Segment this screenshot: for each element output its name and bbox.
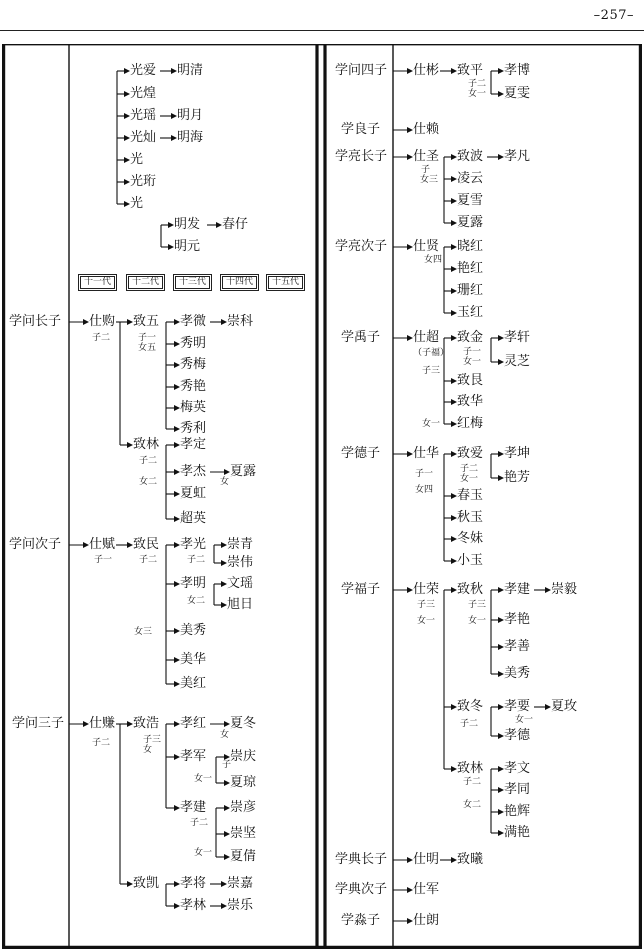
person-name: 明发 xyxy=(174,217,201,232)
child-count-note: （子福） xyxy=(413,348,450,358)
person-name: 光 xyxy=(130,196,144,211)
person-name: 秀梅 xyxy=(180,357,207,372)
child-count-note: 子三 xyxy=(468,600,487,610)
person-name: 光灿 xyxy=(130,130,157,145)
child-count-note: 子二 xyxy=(139,555,158,565)
child-count-note: 子三 xyxy=(422,366,441,376)
person-name: 崇坚 xyxy=(230,826,257,841)
person-name: 玉红 xyxy=(457,305,484,320)
person-name: 艳辉 xyxy=(504,804,531,819)
generation-label: 十五代 xyxy=(266,274,305,291)
person-name: 凌云 xyxy=(457,171,484,186)
person-name: 小玉 xyxy=(457,553,484,568)
person-name: 超英 xyxy=(180,511,207,526)
person-name: 夏雪 xyxy=(457,193,484,208)
person-name: 明元 xyxy=(174,239,201,254)
person-name: 学福子 xyxy=(341,582,381,597)
person-name: 夏琼 xyxy=(230,775,257,790)
person-name: 冬妹 xyxy=(457,531,484,546)
person-name: 崇庆 xyxy=(230,749,257,764)
person-name: 孝德 xyxy=(504,728,531,743)
person-name: 致凯 xyxy=(133,876,160,891)
child-count-note: 女二 xyxy=(139,477,158,487)
genealogy-lines xyxy=(2,44,642,949)
person-name: 孝要 xyxy=(504,699,531,714)
header-rule xyxy=(0,30,644,31)
person-name: 致艮 xyxy=(457,373,484,388)
person-name: 仕荣 xyxy=(413,582,440,597)
person-name: 孝明 xyxy=(180,576,207,591)
person-name: 致爱 xyxy=(457,446,484,461)
person-name: 夏露 xyxy=(230,464,257,479)
child-count-note: 女一 xyxy=(515,715,534,725)
person-name: 仕明 xyxy=(413,852,440,867)
person-name: 光瑶 xyxy=(130,108,157,123)
child-count-note: 子一 xyxy=(94,555,113,565)
person-name: 仕圣 xyxy=(413,149,440,164)
child-count-note: 女 xyxy=(143,745,153,755)
child-count-note: 女 xyxy=(220,730,230,740)
child-count-note: 女二 xyxy=(187,596,206,606)
child-count-note: 子 xyxy=(222,760,232,770)
child-count-note: 子二 xyxy=(460,464,479,474)
person-name: 光煌 xyxy=(130,86,157,101)
person-name: 艳红 xyxy=(457,261,484,276)
person-name: 梅英 xyxy=(180,400,207,415)
child-count-note: 女二 xyxy=(463,800,482,810)
child-count-note: 女一 xyxy=(194,848,213,858)
person-name: 致金 xyxy=(457,330,484,345)
person-name: 仕贤 xyxy=(413,239,440,254)
page-number: –257– xyxy=(593,8,634,23)
person-name: 致浩 xyxy=(133,716,160,731)
person-name: 孝建 xyxy=(180,800,207,815)
person-name: 孝博 xyxy=(504,63,531,78)
person-name: 仕彬 xyxy=(413,63,440,78)
person-name: 学问次子 xyxy=(9,537,62,552)
person-name: 秀艳 xyxy=(180,379,207,394)
person-name: 学典次子 xyxy=(335,882,388,897)
person-name: 孝文 xyxy=(504,761,531,776)
child-count-note: 女一 xyxy=(194,774,213,784)
person-name: 孝将 xyxy=(180,876,207,891)
person-name: 崇彦 xyxy=(230,800,257,815)
person-name: 夏冬 xyxy=(230,716,257,731)
person-name: 仕赋 xyxy=(89,537,116,552)
person-name: 明清 xyxy=(177,63,204,78)
child-count-note: 女一 xyxy=(422,419,441,429)
child-count-note: 女一 xyxy=(463,357,482,367)
person-name: 学问四子 xyxy=(335,63,388,78)
person-name: 崇科 xyxy=(227,314,254,329)
person-name: 学问长子 xyxy=(9,314,62,329)
child-count-note: 子 xyxy=(421,165,431,175)
person-name: 致五 xyxy=(133,314,160,329)
person-name: 美华 xyxy=(180,652,207,667)
person-name: 光珩 xyxy=(130,174,157,189)
person-name: 孝军 xyxy=(180,749,207,764)
person-name: 满艳 xyxy=(504,825,531,840)
person-name: 致华 xyxy=(457,394,484,409)
child-count-note: 子二 xyxy=(460,719,479,729)
person-name: 致平 xyxy=(457,63,484,78)
person-name: 致曦 xyxy=(457,852,484,867)
person-name: 致林 xyxy=(133,437,160,452)
person-name: 孝微 xyxy=(180,314,207,329)
person-name: 致冬 xyxy=(457,699,484,714)
person-name: 学禹子 xyxy=(341,330,381,345)
person-name: 孝定 xyxy=(180,437,207,452)
person-name: 艳芳 xyxy=(504,470,531,485)
person-name: 夏雯 xyxy=(504,86,531,101)
child-count-note: 女 xyxy=(220,477,230,487)
person-name: 学淼子 xyxy=(341,913,381,928)
child-count-note: 子二 xyxy=(139,456,158,466)
person-name: 旭日 xyxy=(227,597,254,612)
person-name: 学问三子 xyxy=(12,716,65,731)
child-count-note: 女一 xyxy=(468,616,487,626)
person-name: 灵芝 xyxy=(504,354,531,369)
person-name: 光爱 xyxy=(130,63,157,78)
child-count-note: 子三 xyxy=(143,735,162,745)
person-name: 美秀 xyxy=(180,623,207,638)
person-name: 仕赖 xyxy=(413,122,440,137)
person-name: 孝善 xyxy=(504,639,531,654)
person-name: 致民 xyxy=(133,537,160,552)
child-count-note: 女三 xyxy=(420,175,439,185)
person-name: 秀明 xyxy=(180,336,207,351)
child-count-note: 子一 xyxy=(415,469,434,479)
generation-label: 十二代 xyxy=(126,274,165,291)
child-count-note: 女三 xyxy=(134,627,153,637)
person-name: 秀利 xyxy=(180,421,207,436)
generation-label: 十三代 xyxy=(173,274,212,291)
person-name: 夏露 xyxy=(457,215,484,230)
person-name: 仕赚 xyxy=(89,716,116,731)
person-name: 学良子 xyxy=(341,122,381,137)
genealogy-frame xyxy=(2,44,642,949)
person-name: 致秋 xyxy=(457,582,484,597)
person-name: 孝同 xyxy=(504,782,531,797)
person-name: 春仔 xyxy=(222,217,249,232)
person-name: 孝轩 xyxy=(504,330,531,345)
person-name: 仕超 xyxy=(413,330,440,345)
child-count-note: 子一 xyxy=(463,347,482,357)
child-count-note: 子二 xyxy=(190,818,209,828)
person-name: 学典长子 xyxy=(335,852,388,867)
person-name: 夏倩 xyxy=(230,849,257,864)
generation-label: 十一代 xyxy=(78,274,117,291)
person-name: 明海 xyxy=(177,130,204,145)
person-name: 仕华 xyxy=(413,446,440,461)
person-name: 仕军 xyxy=(413,882,440,897)
person-name: 秋玉 xyxy=(457,510,484,525)
person-name: 珊红 xyxy=(457,283,484,298)
child-count-note: 女一 xyxy=(417,616,436,626)
person-name: 夏玫 xyxy=(551,699,578,714)
person-name: 红梅 xyxy=(457,416,484,431)
person-name: 崇伟 xyxy=(227,555,254,570)
person-name: 致波 xyxy=(457,149,484,164)
person-name: 孝坤 xyxy=(504,446,531,461)
person-name: 文瑶 xyxy=(227,576,254,591)
child-count-note: 女一 xyxy=(460,474,479,484)
person-name: 春玉 xyxy=(457,488,484,503)
child-count-note: 女四 xyxy=(415,485,434,495)
child-count-note: 女五 xyxy=(138,343,157,353)
child-count-note: 子一 xyxy=(138,333,157,343)
child-count-note: 子二 xyxy=(92,738,111,748)
person-name: 崇嘉 xyxy=(227,876,254,891)
person-name: 致林 xyxy=(457,761,484,776)
child-count-note: 子三 xyxy=(417,600,436,610)
person-name: 美秀 xyxy=(504,666,531,681)
person-name: 晓红 xyxy=(457,239,484,254)
person-name: 孝林 xyxy=(180,898,207,913)
child-count-note: 子二 xyxy=(463,777,482,787)
person-name: 孝艳 xyxy=(504,612,531,627)
person-name: 孝凡 xyxy=(504,149,531,164)
person-name: 崇乐 xyxy=(227,898,254,913)
person-name: 明月 xyxy=(177,108,204,123)
generation-label: 十四代 xyxy=(220,274,259,291)
person-name: 夏虹 xyxy=(180,486,207,501)
person-name: 仕朗 xyxy=(413,913,440,928)
person-name: 学德子 xyxy=(341,446,381,461)
child-count-note: 女一 xyxy=(468,89,487,99)
person-name: 孝杰 xyxy=(180,464,207,479)
person-name: 学亮次子 xyxy=(335,239,388,254)
person-name: 光 xyxy=(130,152,144,167)
child-count-note: 女四 xyxy=(424,255,443,265)
person-name: 孝光 xyxy=(180,537,207,552)
person-name: 孝建 xyxy=(504,582,531,597)
child-count-note: 子二 xyxy=(468,79,487,89)
person-name: 仕购 xyxy=(89,314,116,329)
person-name: 崇毅 xyxy=(551,582,578,597)
child-count-note: 子二 xyxy=(187,555,206,565)
person-name: 美红 xyxy=(180,676,207,691)
person-name: 孝红 xyxy=(180,716,207,731)
person-name: 学亮长子 xyxy=(335,149,388,164)
child-count-note: 子二 xyxy=(92,333,111,343)
person-name: 崇青 xyxy=(227,537,254,552)
